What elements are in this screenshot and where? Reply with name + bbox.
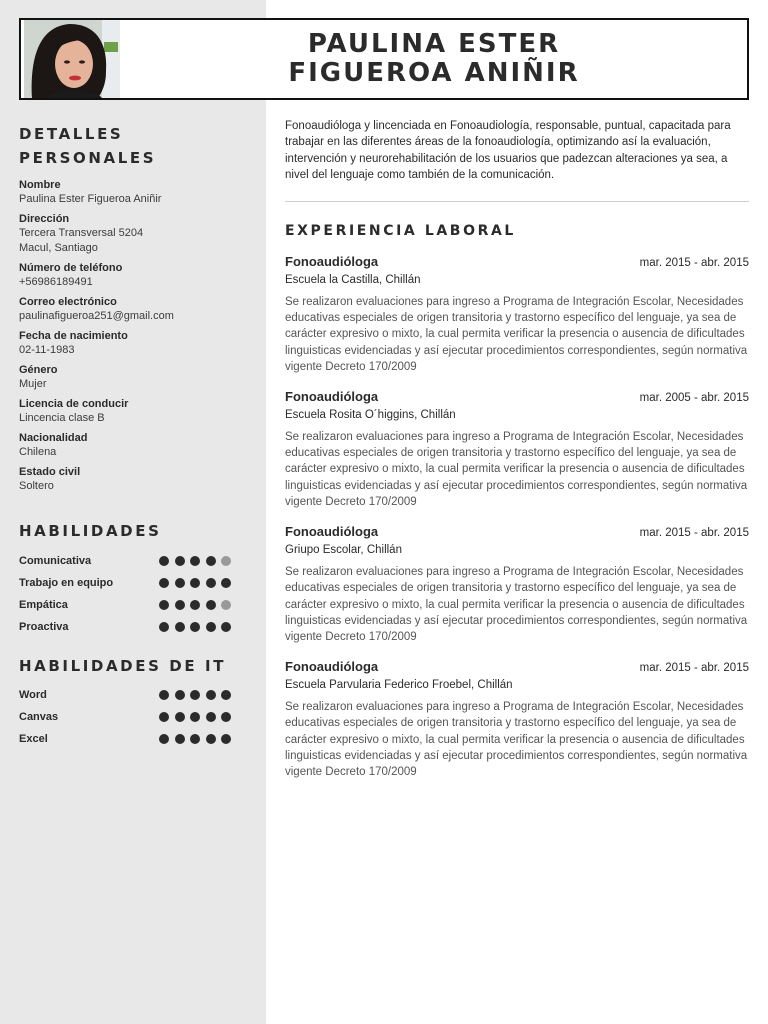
detail-license: Licencia de conducir Lincencia clase B — [19, 398, 129, 424]
rating-dot-filled — [175, 712, 185, 722]
rating-dot-filled — [159, 622, 169, 632]
detail-civil-status: Estado civil Soltero — [19, 466, 81, 492]
job-description: Se realizaron evaluaciones para ingreso a Programa de Integración Escolar, Necesidades educativas especiales de origen transitoria y trastorno específico del lenguaje, ya sea de carácter expresivo o mixto, la cual permita verificar la presencia o ausencia de dificultades linguisticas evidenciadas y así ejecutar procedimientos correspondientes, según normativa vigente Decreto 170/2009 — [285, 565, 748, 644]
rating-dot-filled — [159, 600, 169, 610]
skill-row — [19, 594, 244, 616]
rating-dot-filled — [190, 734, 200, 744]
detail-birthdate: Fecha de nacimiento 02-11-1983 — [19, 330, 128, 356]
rating-dot-filled — [190, 556, 200, 566]
skill-rating — [159, 622, 231, 632]
rating-dot-filled — [175, 600, 185, 610]
header — [19, 18, 749, 100]
skill-row — [19, 572, 244, 594]
job-entry — [285, 253, 749, 376]
rating-dot-filled — [175, 578, 185, 588]
profile-photo — [24, 20, 120, 98]
detail-gender: Género Mujer — [19, 364, 58, 390]
rating-dot-filled — [190, 712, 200, 722]
rating-dot-empty — [221, 556, 231, 566]
job-entry — [285, 523, 749, 646]
job-dates: mar. 2015 - abr. 2015 — [639, 526, 749, 539]
rating-dot-filled — [221, 690, 231, 700]
rating-dot-filled — [159, 578, 169, 588]
main-content — [285, 118, 749, 781]
detail-address: Dirección Tercera Transversal 5204 Macul, Santiago — [19, 213, 144, 254]
rating-dot-filled — [190, 600, 200, 610]
job-entry — [285, 658, 749, 781]
it-skill-rating — [159, 712, 231, 722]
job-dates: mar. 2015 - abr. 2015 — [639, 661, 749, 674]
job-title: Fonoaudióloga — [285, 388, 379, 404]
rating-dot-filled — [159, 556, 169, 566]
rating-dot-filled — [175, 622, 185, 632]
rating-dot-filled — [190, 578, 200, 588]
detail-phone: Número de teléfono +56986189491 — [19, 262, 123, 288]
job-title: Fonoaudióloga — [285, 658, 379, 674]
skill-name: Empática — [19, 599, 68, 611]
skills-list — [19, 550, 244, 638]
detail-name: Nombre Paulina Ester Figueroa Aniñir — [19, 179, 162, 205]
rating-dot-filled — [221, 578, 231, 588]
job-entry — [285, 388, 749, 511]
rating-dot-filled — [221, 622, 231, 632]
job-dates: mar. 2005 - abr. 2015 — [639, 391, 749, 404]
skill-name: Comunicativa — [19, 555, 92, 567]
experience-title: EXPERIENCIA LABORAL — [285, 222, 516, 239]
job-description: Se realizaron evaluaciones para ingreso a Programa de Integración Escolar, Necesidades educativas especiales de origen transitoria y trastorno específico del lenguaje, ya sea de carácter expresivo o mixto, la cual permita verificar la presencia o ausencia de dificultades linguisticas evidenciadas y así ejecutar procedimientos correspondientes, según normativa vigente Decreto 170/2009 — [285, 700, 748, 779]
rating-dot-filled — [159, 690, 169, 700]
job-title: Fonoaudióloga — [285, 523, 379, 539]
it-skill-rating — [159, 690, 231, 700]
rating-dot-filled — [159, 734, 169, 744]
rating-dot-filled — [206, 622, 216, 632]
skill-name: Trabajo en equipo — [19, 577, 114, 589]
job-dates: mar. 2015 - abr. 2015 — [639, 256, 749, 269]
full-name — [121, 30, 747, 88]
it-skill-rating — [159, 734, 231, 744]
rating-dot-filled — [221, 712, 231, 722]
rating-dot-filled — [206, 690, 216, 700]
skill-name: Proactiva — [19, 621, 69, 633]
it-skill-name: Excel — [19, 733, 48, 745]
rating-dot-filled — [206, 556, 216, 566]
job-title: Fonoaudióloga — [285, 253, 379, 269]
rating-dot-filled — [175, 690, 185, 700]
rating-dot-filled — [206, 712, 216, 722]
rating-dot-filled — [190, 622, 200, 632]
rating-dot-filled — [175, 734, 185, 744]
it-skills-title: HABILIDADES DE IT — [19, 657, 227, 675]
personal-details-title: DETALLES PERSONALES — [19, 125, 157, 167]
skill-row — [19, 616, 244, 638]
it-skill-row — [19, 706, 244, 728]
rating-dot-filled — [206, 600, 216, 610]
job-organization: Escuela la Castilla, Chillán — [285, 273, 421, 286]
detail-email: Correo electrónico paulinafigueroa251@gmail.com — [19, 296, 174, 322]
rating-dot-filled — [221, 734, 231, 744]
rating-dot-empty — [221, 600, 231, 610]
sidebar-content — [19, 122, 244, 750]
job-organization: Griupo Escolar, Chillán — [285, 543, 402, 556]
divider — [285, 201, 749, 202]
rating-dot-filled — [206, 578, 216, 588]
it-skill-name: Canvas — [19, 711, 59, 723]
it-skill-row — [19, 728, 244, 750]
skills-title: HABILIDADES — [19, 522, 162, 540]
rating-dot-filled — [206, 734, 216, 744]
rating-dot-filled — [159, 712, 169, 722]
profile-summary: Fonoaudióloga y lincenciada en Fonoaudiología, responsable, puntual, capacitada para trabajar en las diferentes áreas de la fonoaudiología, optimizando así la evaluación, intervención y neurorehabilitación de los usuarios que padezcan alteraciones ya sea, a nivel del lenguaje como también de la comunicación. — [285, 120, 731, 182]
skill-rating — [159, 578, 231, 588]
name-line-1: PAULINA ESTER — [307, 29, 561, 59]
rating-dot-filled — [190, 690, 200, 700]
job-description: Se realizaron evaluaciones para ingreso a Programa de Integración Escolar, Necesidades educativas especiales de origen transitoria y trastorno específico del lenguaje, ya sea de carácter expresivo o mixto, la cual permita verificar la presencia o ausencia de dificultades linguisticas evidenciadas y así ejecutar procedimientos correspondientes, según normativa vigente Decreto 170/2009 — [285, 295, 748, 374]
skill-row — [19, 550, 244, 572]
rating-dot-filled — [175, 556, 185, 566]
job-description: Se realizaron evaluaciones para ingreso a Programa de Integración Escolar, Necesidades educativas especiales de origen transitoria y trastorno específico del lenguaje, ya sea de carácter expresivo o mixto, la cual permita verificar la presencia o ausencia de dificultades linguisticas evidenciadas y así ejecutar procedimientos correspondientes, según normativa vigente Decreto 170/2009 — [285, 430, 748, 509]
job-organization: Escuela Rosita O´higgins, Chillán — [285, 408, 456, 421]
it-skills-list — [19, 684, 244, 750]
it-skill-row — [19, 684, 244, 706]
it-skill-name: Word — [19, 689, 47, 701]
job-organization: Escuela Parvularia Federico Froebel, Chillán — [285, 678, 513, 691]
detail-nationality: Nacionalidad Chilena — [19, 432, 88, 458]
skill-rating — [159, 556, 231, 566]
name-line-2: FIGUEROA ANIÑIR — [288, 58, 580, 88]
skill-rating — [159, 600, 231, 610]
personal-details-list — [19, 178, 244, 494]
